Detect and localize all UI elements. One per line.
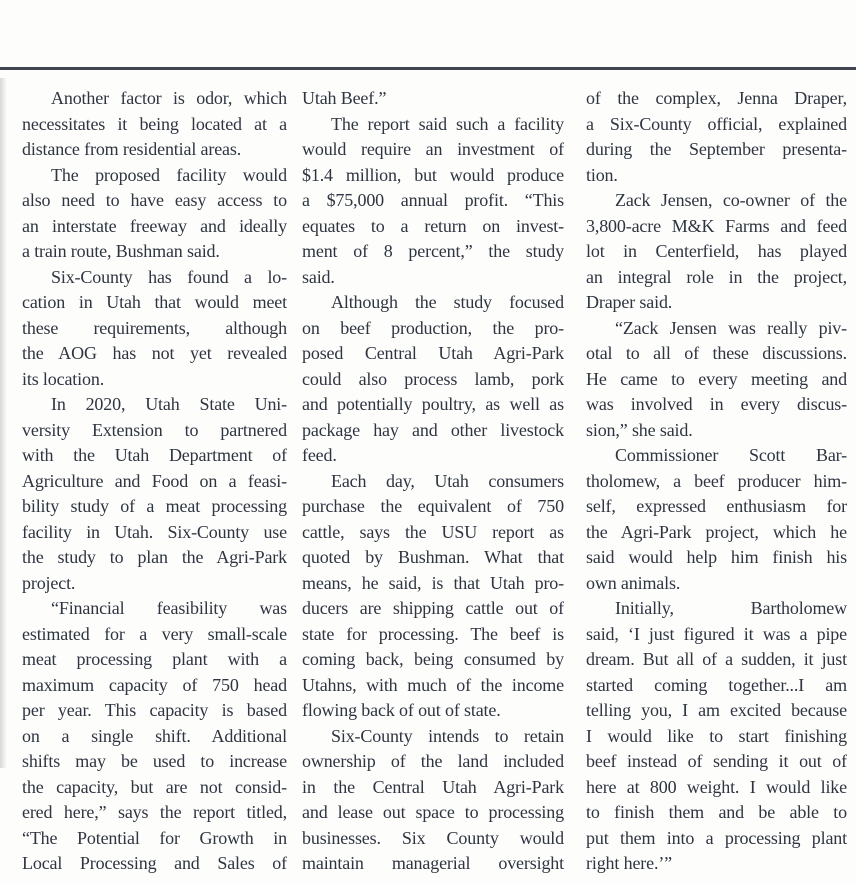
text-line: state for processing. The beef is — [302, 623, 564, 644]
text-line: The report said such a facility — [331, 113, 564, 134]
paragraph — [586, 596, 847, 877]
text-line: its location. — [22, 368, 105, 389]
text-line: maintain managerial oversight — [302, 853, 564, 873]
text-line: Six-County has found a lo- — [51, 266, 287, 287]
text-line: an interstate freeway and ideally — [22, 215, 287, 236]
paragraph — [22, 265, 287, 393]
paragraph — [302, 724, 564, 877]
text-line: of the complex, Jenna Draper, — [586, 88, 847, 108]
text-line: meat processing plant with a — [22, 649, 287, 669]
text-line: a train route, Bushman said. — [22, 241, 220, 261]
text-line: ownership of the land included — [302, 751, 564, 771]
text-line: coming back, being consumed by — [302, 649, 564, 669]
text-line: I would like to start finishing — [586, 725, 847, 746]
text-line: means, he said, is that Utah pro- — [302, 572, 564, 593]
article-columns — [22, 86, 847, 877]
text-line: Agriculture and Food on a feasi- — [22, 470, 287, 491]
paragraph — [302, 86, 564, 112]
text-line: said, ‘I just figured it was a pipe — [586, 623, 847, 644]
text-line: Utah Beef.” — [302, 88, 387, 108]
article-column-1 — [22, 86, 287, 877]
text-line: ered here,” says the report titled, — [22, 802, 287, 822]
text-line: a Six-County official, explained — [586, 113, 847, 134]
text-line: would require an investment of — [302, 139, 564, 159]
text-line: said. — [302, 266, 335, 287]
text-line: Another factor is odor, which — [51, 88, 287, 108]
text-line: during the September presenta- — [586, 139, 847, 159]
text-line: distance from residential areas. — [22, 139, 242, 159]
text-line: the Agri-Park project, which he — [586, 521, 847, 542]
text-line: In 2020, Utah State Uni- — [51, 394, 287, 414]
text-line: estimated for a very small-scale — [22, 623, 287, 644]
paragraph — [302, 112, 564, 291]
text-line: the AOG has not yet revealed — [22, 343, 287, 363]
text-line: ment of 8 percent,” the study — [302, 241, 564, 261]
text-line: 3,800-acre M&K Farms and feed — [586, 215, 847, 236]
text-line: lot in Centerfield, has played — [586, 241, 847, 261]
paragraph — [586, 316, 847, 444]
text-line: cattle, says the USU report as — [302, 521, 564, 542]
paragraph — [22, 596, 287, 877]
text-line: could also process lamb, pork — [302, 368, 564, 389]
paragraph — [586, 188, 847, 316]
text-line: per year. This capacity is based — [22, 700, 287, 720]
text-line: facility in Utah. Six-County use — [22, 521, 287, 542]
text-line: bility study of a meat processing — [22, 496, 287, 516]
text-line: on beef production, the pro- — [302, 317, 564, 338]
text-line: $1.4 million, but would produce — [302, 164, 564, 185]
text-line: was involved in every discus- — [586, 394, 847, 414]
article-column-3 — [586, 86, 847, 877]
text-line: started coming together...I am — [586, 674, 847, 695]
text-line: the study to plan the Agri-Park — [22, 547, 287, 567]
text-line: feed. — [302, 445, 337, 465]
text-line: in the Central Utah Agri-Park — [302, 776, 564, 797]
text-line: to finish them and be able to — [586, 802, 847, 822]
text-line: versity Extension to partnered — [22, 419, 287, 440]
text-line: on a single shift. Additional — [22, 725, 287, 746]
text-line: an integral role in the project, — [586, 266, 847, 287]
text-line: “Zack Jensen was really piv- — [615, 317, 847, 338]
text-line: with the Utah Department of — [22, 445, 287, 465]
text-line: said would help him finish his — [586, 547, 847, 567]
text-line: Although the study focused — [331, 292, 564, 312]
text-line: cation in Utah that would meet — [22, 292, 287, 312]
text-line: Zack Jensen, co-owner of the — [615, 190, 847, 210]
paragraph — [586, 443, 847, 596]
text-line: He came to every meeting and — [586, 368, 847, 389]
text-line: package hay and other livestock — [302, 419, 564, 440]
scan-edge-shadow — [0, 78, 7, 768]
text-line: Each day, Utah consumers — [331, 470, 564, 491]
text-line: otal to all of these discussions. — [586, 343, 847, 363]
text-line: quoted by Bushman. What that — [302, 547, 564, 567]
text-line: necessitates it being located at a — [22, 113, 287, 134]
text-line: “Financial feasibility was — [51, 598, 287, 618]
text-line: sion,” she said. — [586, 419, 693, 440]
text-line: these requirements, although — [22, 317, 287, 338]
section-divider-rule — [0, 67, 856, 70]
text-line: here at 800 weight. I would like — [586, 776, 847, 797]
text-line: and lease out space to processing — [302, 802, 564, 822]
text-line: put them into a processing plant — [586, 827, 847, 848]
text-line: businesses. Six County would — [302, 827, 564, 848]
text-line: dream. But all of a sudden, it just — [586, 649, 847, 669]
text-line: beef instead of sending it out of — [586, 751, 847, 771]
text-line: the capacity, but are not consid- — [22, 776, 287, 797]
text-line: also need to have easy access to — [22, 190, 287, 210]
text-line: “The Potential for Growth in — [22, 827, 287, 848]
text-line: posed Central Utah Agri-Park — [302, 343, 564, 363]
text-line: own animals. — [586, 572, 681, 593]
text-line: self, expressed enthusiasm for — [586, 496, 847, 516]
text-line: shifts may be used to increase — [22, 751, 287, 771]
paragraph — [22, 86, 287, 163]
text-line: tion. — [586, 164, 618, 185]
text-line: Commissioner Scott Bar- — [615, 445, 847, 465]
paragraph — [302, 469, 564, 724]
paragraph — [302, 290, 564, 469]
text-line: and potentially poultry, as well as — [302, 394, 564, 414]
text-line: purchase the equivalent of 750 — [302, 496, 564, 516]
text-line: tholomew, a beef producer him- — [586, 470, 847, 491]
text-line: equates to a return on invest- — [302, 215, 564, 236]
text-line: Initially, Bartholomew — [615, 598, 847, 618]
article-column-2 — [302, 86, 564, 877]
text-line: Utahns, with much of the income — [302, 674, 564, 695]
text-line: maximum capacity of 750 head — [22, 674, 287, 695]
text-line: ducers are shipping cattle out of — [302, 598, 564, 618]
text-line: Six-County intends to retain — [331, 725, 564, 746]
text-line: Local Processing and Sales of — [22, 853, 287, 873]
text-line: The proposed facility would — [51, 164, 287, 185]
text-line: flowing back of out of state. — [302, 700, 501, 720]
text-line: right here.’” — [586, 853, 673, 873]
paragraph — [22, 163, 287, 265]
text-line: a $75,000 annual profit. “This — [302, 190, 564, 210]
paragraph — [586, 86, 847, 188]
text-line: telling you, I am excited because — [586, 700, 847, 720]
text-line: Draper said. — [586, 292, 673, 312]
text-line: project. — [22, 572, 76, 593]
paragraph — [22, 392, 287, 596]
